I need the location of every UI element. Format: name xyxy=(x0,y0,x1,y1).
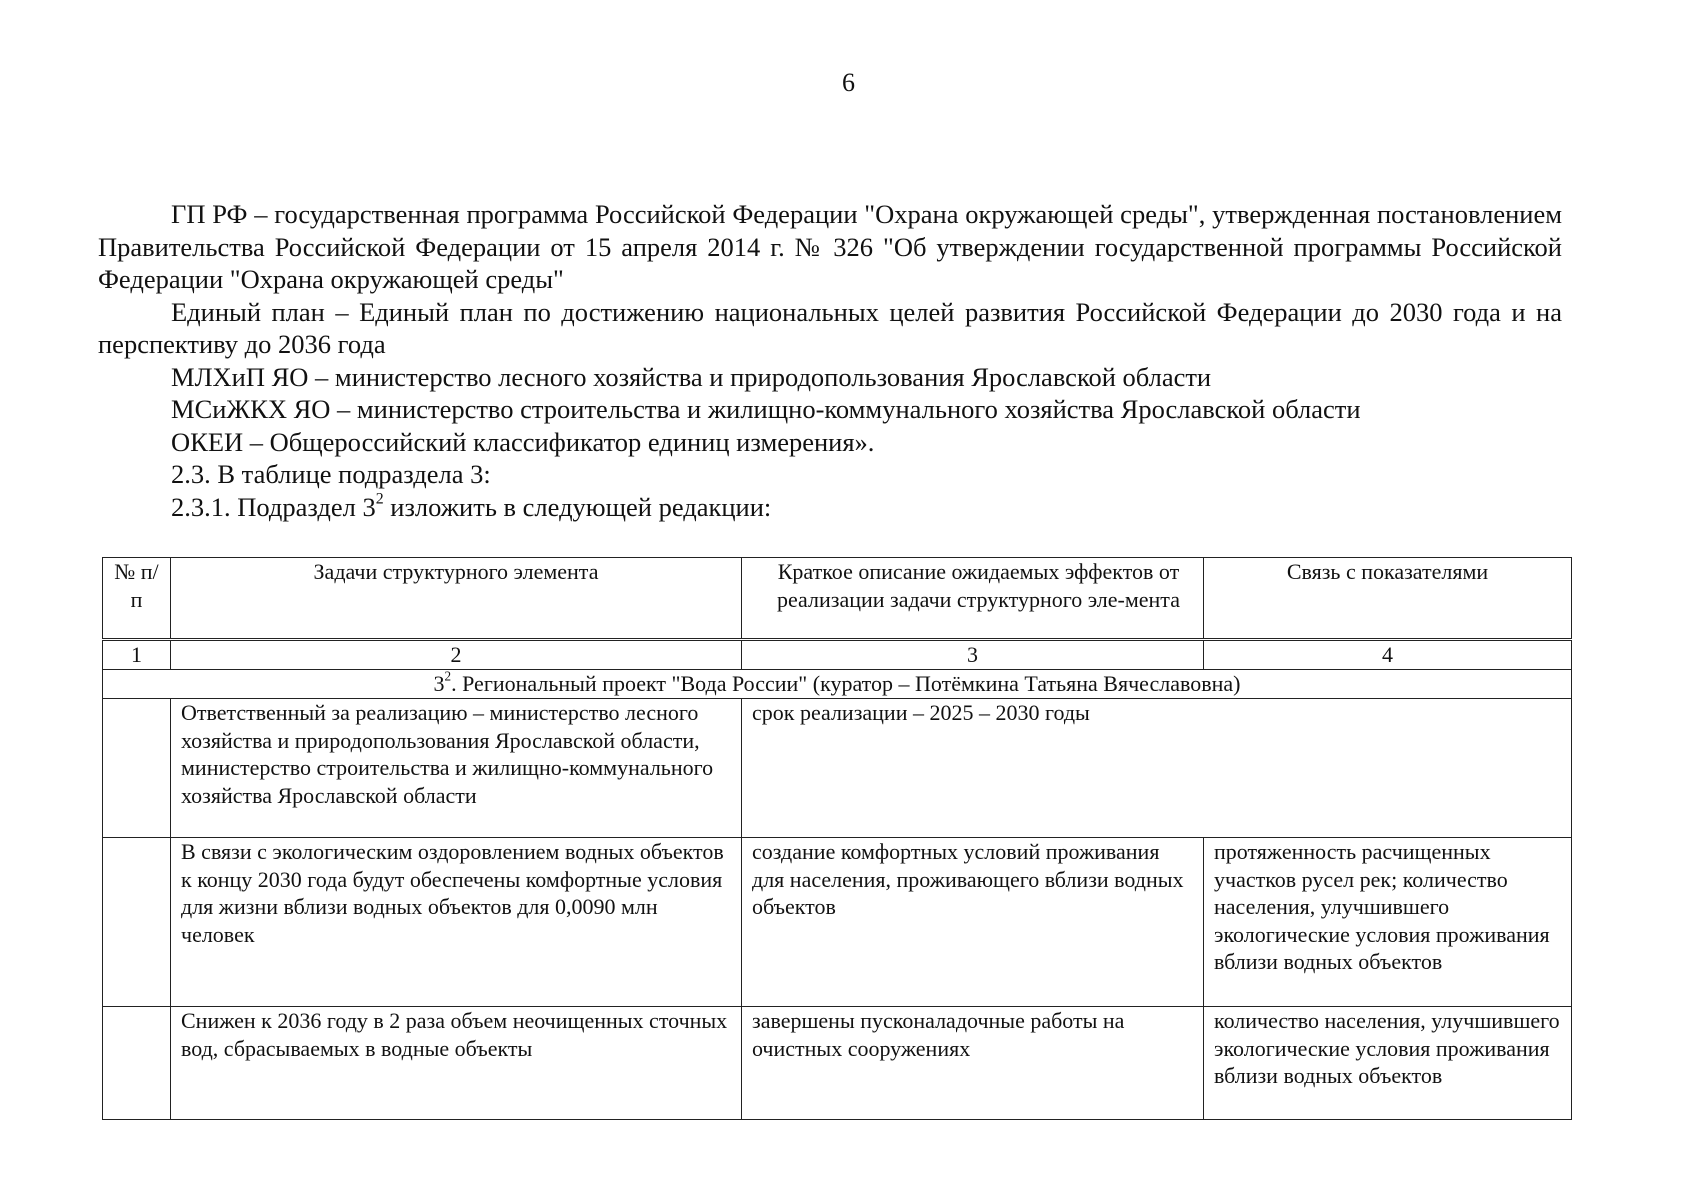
section-prefix: 3 xyxy=(433,671,445,696)
paragraph-msizhkh: МСиЖКХ ЯО – министерство строительства и жилищно-коммунального хозяйства Ярославской области xyxy=(171,394,1361,424)
responsible-cell: Ответственный за реализацию – министерство лесного хозяйства и природопользования Ярославской области, министерство строительства и жилищно-коммунального хозяйства Ярославской области xyxy=(171,699,742,838)
section-superscript: 2 xyxy=(444,668,452,684)
column-number-row xyxy=(103,640,1572,670)
task-cell: Снижен к 2036 году в 2 раза объем неочищенных сточных вод, сбрасываемых в водные объекты xyxy=(171,1007,742,1120)
effect-cell: завершены пусконаладочные работы на очистных сооружениях xyxy=(742,1007,1204,1120)
column-number-4: 4 xyxy=(1204,640,1572,670)
link-cell: количество населения, улучшившего экологические условия проживания вблизи водных объектов xyxy=(1204,1007,1572,1120)
item-2-3-1-superscript: 2 xyxy=(375,489,384,507)
section-text: . Региональный проект "Вода России" (куратор – Потёмкина Татьяна Вячеславовна) xyxy=(451,671,1241,696)
item-2-3-1-text-end: изложить в следующей редакции: xyxy=(383,491,772,522)
effect-cell: создание комфортных условий проживания для населения, проживающего вблизи водных объектов xyxy=(742,838,1204,1007)
link-cell: протяженность расчищенных участков русел рек; количество населения, улучшившего экологические условия проживания вблизи водных объектов xyxy=(1204,838,1572,1007)
paragraph-mlhip: МЛХиП ЯО – министерство лесного хозяйства и природопользования Ярославской области xyxy=(171,361,1212,392)
paragraph-okei: ОКЕИ – Общероссийский классификатор единиц измерения». xyxy=(171,426,875,457)
column-number-3: 3 xyxy=(742,640,1204,670)
header-effects-text: Краткое описание ожидаемых эффектов от реализации задачи структурного эле-мента xyxy=(777,559,1180,612)
table-row xyxy=(103,1007,1572,1120)
paragraph-unified-plan: Единый план – Единый план по достижению национальных целей развития Российской Федерации до 2030 года и на перспективу до 2036 года xyxy=(98,296,1562,359)
responsible-num-cell xyxy=(103,699,171,838)
section-row xyxy=(103,670,1572,699)
paragraph-item-2-3: 2.3. В таблице подраздела 3: xyxy=(171,459,491,489)
paragraph-gp-rf: ГП РФ – государственная программа Российской Федерации "Охрана окружающей среды", утвержденная постановлением Правительства Российской Федерации от 15 апреля 2014 г. № 326 "Об утверждении государственной программы Российской Федерации "Охрана окружающей среды" xyxy=(98,199,1562,294)
header-num: № п/п xyxy=(103,558,171,640)
section-title xyxy=(103,670,1572,699)
page-number: 6 xyxy=(842,68,855,97)
item-2-3-1-text: 2.3.1. Подраздел 3 xyxy=(171,491,376,522)
row-num-cell xyxy=(103,1007,171,1120)
table-row xyxy=(103,838,1572,1007)
column-number-2: 2 xyxy=(171,640,742,670)
row-num-cell xyxy=(103,838,171,1007)
header-link: Связь с показателями xyxy=(1204,558,1572,640)
header-effects xyxy=(742,558,1204,640)
paragraph-item-2-3-1 xyxy=(98,491,1562,524)
header-tasks: Задачи структурного элемента xyxy=(171,558,742,640)
column-number-1: 1 xyxy=(103,640,171,670)
structural-element-table xyxy=(102,557,1572,1120)
document-body xyxy=(98,198,1562,523)
task-cell: В связи с экологическим оздоровлением водных объектов к концу 2030 года будут обеспечены комфортные условия для жизни вблизи водных объектов для 0,0090 млн человек xyxy=(171,838,742,1007)
period-cell: срок реализации – 2025 – 2030 годы xyxy=(742,699,1572,838)
responsible-row xyxy=(103,699,1572,838)
table-header-row xyxy=(103,558,1572,640)
